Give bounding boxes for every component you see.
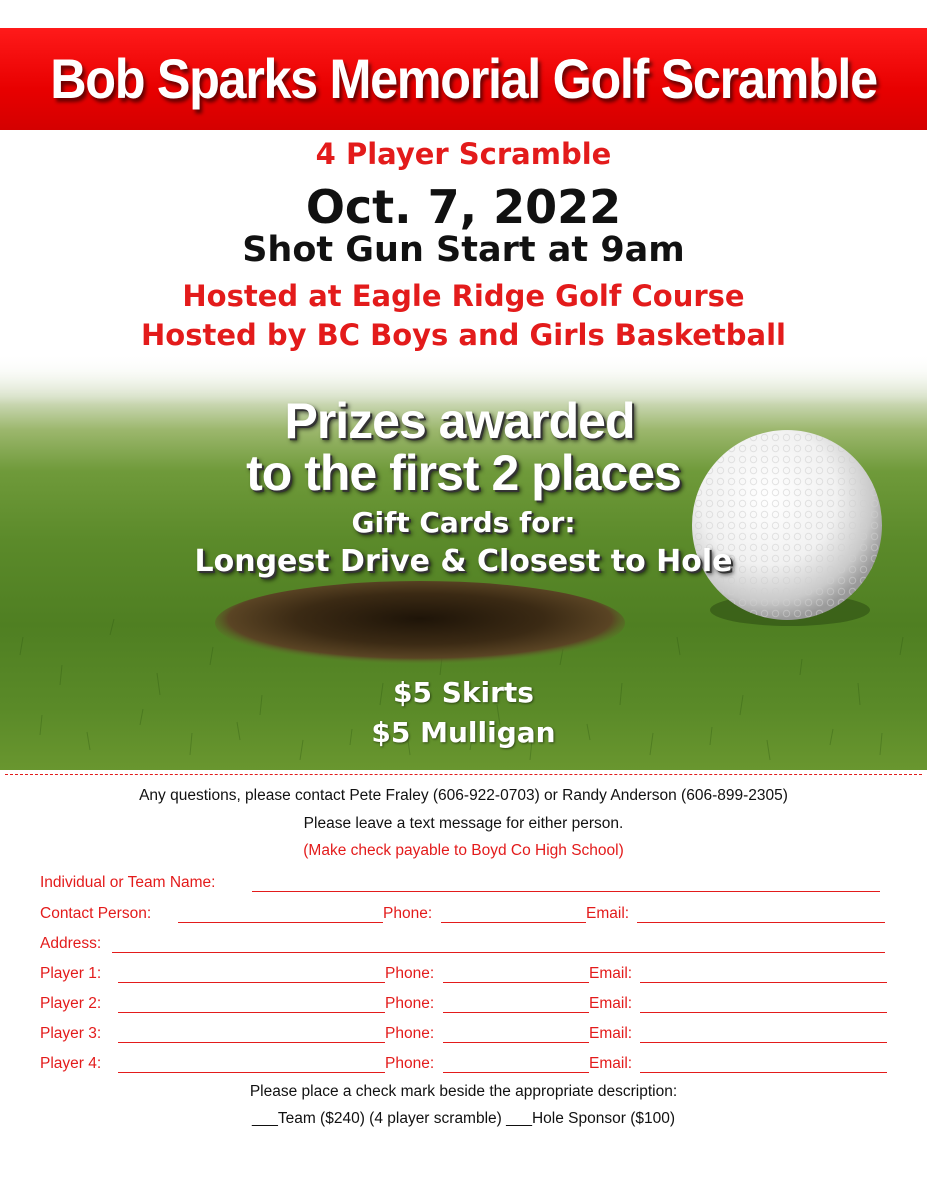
player3-email-label: Email:	[589, 1025, 633, 1042]
player4-phone-label: Phone:	[385, 1055, 435, 1072]
team-name-label: Individual or Team Name:	[40, 874, 216, 891]
start-time: Shot Gun Start at 9am	[242, 230, 685, 270]
contact-info: Any questions, please contact Pete Fraley (606-922-0703) or Randy Anderson (606-899-2305)	[139, 787, 788, 804]
player3-label: Player 3:	[40, 1025, 102, 1042]
player3-phone-field[interactable]	[443, 1027, 589, 1043]
cut-line	[5, 774, 922, 775]
address-field[interactable]	[112, 937, 885, 953]
checkmark-instruction: Please place a check mark beside the appropriate description:	[249, 1083, 678, 1100]
address-label: Address:	[40, 935, 102, 952]
mulligan-price: $5 Mulligan	[371, 716, 556, 749]
event-title: Bob Sparks Memorial Golf Scramble	[50, 47, 877, 110]
contact-phone-field[interactable]	[441, 907, 586, 923]
player1-email-label: Email:	[589, 965, 633, 982]
player2-email-field[interactable]	[640, 997, 887, 1013]
player2-phone-field[interactable]	[443, 997, 589, 1013]
registration-options: ___Team ($240) (4 player scramble) ___Hole Sponsor ($100)	[251, 1110, 676, 1127]
player3-name-field[interactable]	[118, 1027, 385, 1043]
player4-label: Player 4:	[40, 1055, 102, 1072]
player1-label: Player 1:	[40, 965, 102, 982]
contact-person-field[interactable]	[178, 907, 383, 923]
player1-phone-label: Phone:	[385, 965, 435, 982]
player2-phone-label: Phone:	[385, 995, 435, 1012]
skirts-price: $5 Skirts	[393, 676, 534, 709]
gift-cards-categories: Longest Drive & Closest to Hole	[194, 544, 733, 579]
scramble-format: 4 Player Scramble	[315, 137, 612, 171]
check-payable-note: (Make check payable to Boyd Co High School)	[303, 842, 624, 859]
contact-email-label: Email:	[586, 905, 630, 922]
player3-email-field[interactable]	[640, 1027, 887, 1043]
player4-phone-field[interactable]	[443, 1057, 589, 1073]
player3-phone-label: Phone:	[385, 1025, 435, 1042]
prizes-heading-line1: Prizes awarded	[284, 393, 635, 449]
event-date: Oct. 7, 2022	[305, 180, 622, 234]
team-name-field[interactable]	[252, 876, 880, 892]
player1-name-field[interactable]	[118, 967, 385, 983]
contact-person-label: Contact Person:	[40, 905, 152, 922]
host-location: Hosted at Eagle Ridge Golf Course	[182, 279, 745, 313]
player2-label: Player 2:	[40, 995, 102, 1012]
host-organization: Hosted by BC Boys and Girls Basketball	[141, 318, 786, 352]
player2-name-field[interactable]	[118, 997, 385, 1013]
player2-email-label: Email:	[589, 995, 633, 1012]
player4-email-field[interactable]	[640, 1057, 887, 1073]
text-message-note: Please leave a text message for either person.	[303, 815, 624, 832]
prizes-heading-line2: to the first 2 places	[246, 445, 681, 501]
contact-email-field[interactable]	[637, 907, 885, 923]
contact-phone-label: Phone:	[383, 905, 433, 922]
gift-cards-heading: Gift Cards for:	[351, 506, 576, 539]
player4-name-field[interactable]	[118, 1057, 385, 1073]
player1-email-field[interactable]	[640, 967, 887, 983]
player4-email-label: Email:	[589, 1055, 633, 1072]
title-banner	[0, 28, 927, 130]
player1-phone-field[interactable]	[443, 967, 589, 983]
